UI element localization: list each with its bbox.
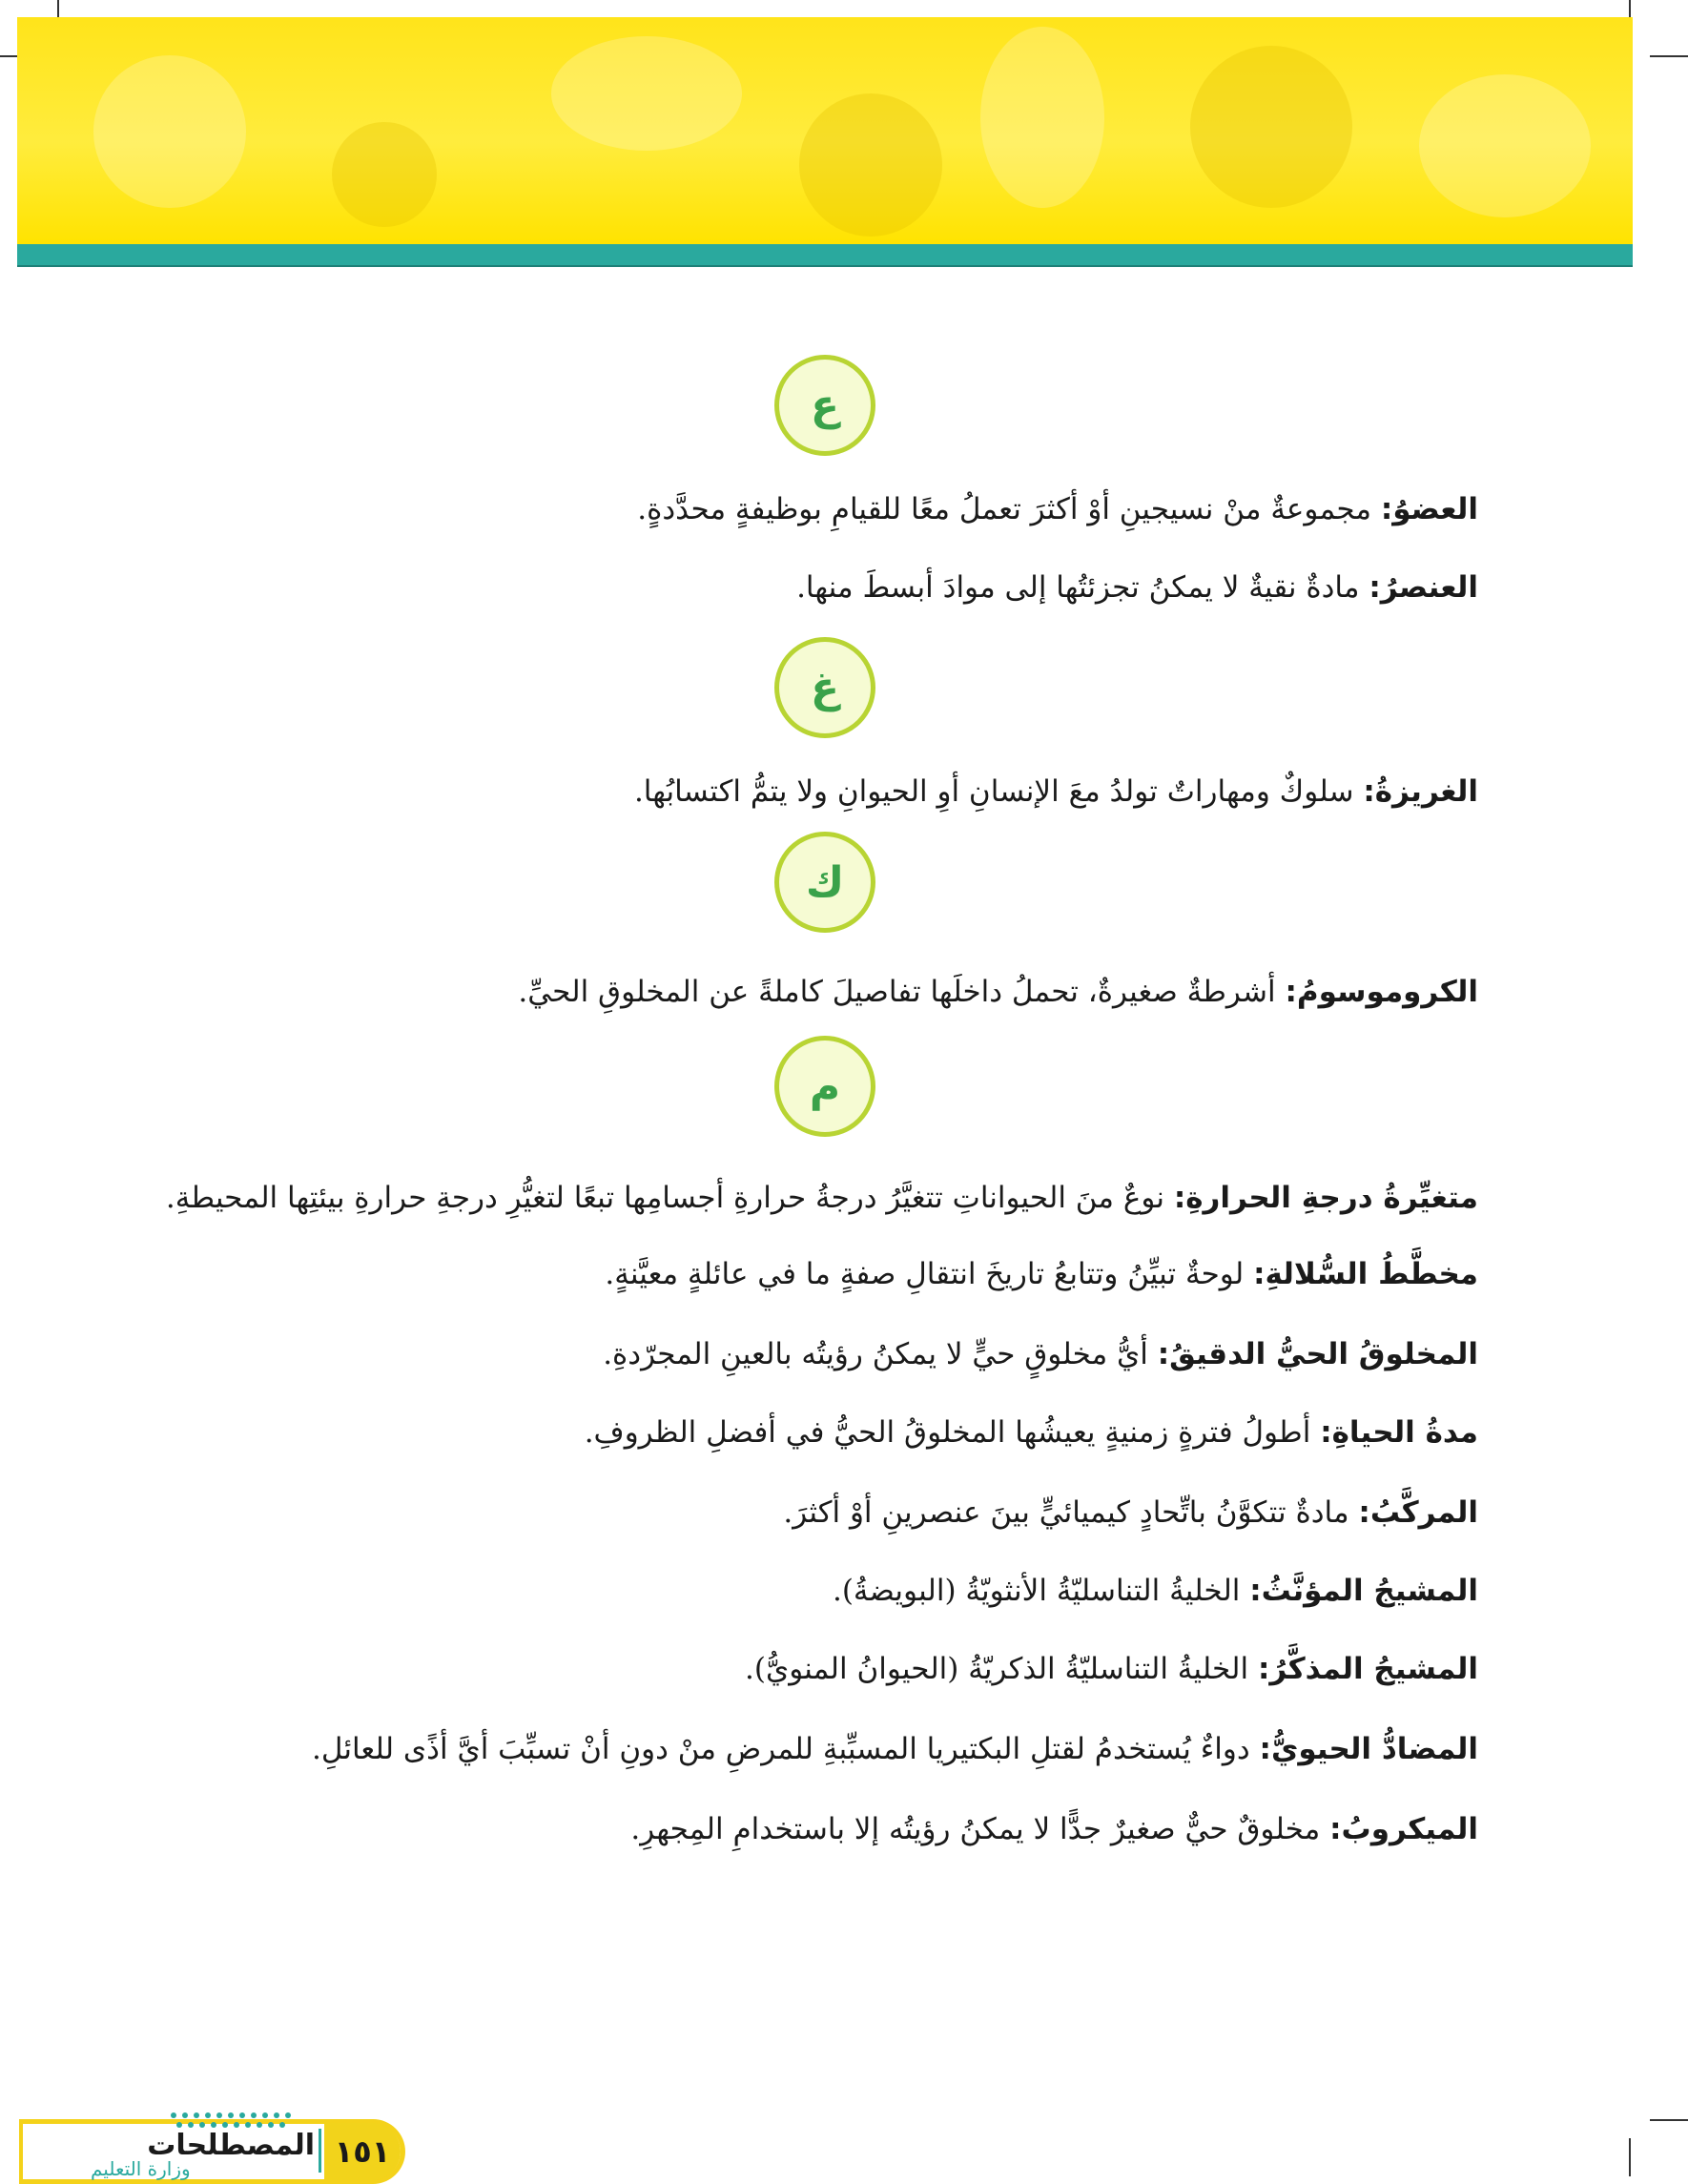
glossary-entry <box>166 1177 1478 1219</box>
section-letter: ع <box>774 355 875 456</box>
glossary-definition: دواءٌ يُستخدمُ لقتلِ البكتيريا المسبِّبةِ للمرضِ منْ دونِ أنْ تسبِّبَ أيَّ أذًى للعائلِ. <box>311 1732 1260 1766</box>
crop-mark <box>1629 2138 1631 2176</box>
glossary-entry <box>585 1411 1478 1453</box>
glossary-term: الغريزةُ: <box>1363 774 1478 809</box>
crop-mark <box>1650 55 1688 57</box>
glossary-entry <box>312 1728 1478 1770</box>
glossary-term: المضادُّ الحيويُّ: <box>1259 1732 1478 1766</box>
glossary-definition: مجموعةٌ منْ نسيجينِ أوْ أكثرَ تعملُ معًا للقيامِ بوظيفةٍ محدَّدةٍ. <box>637 492 1381 526</box>
header-stripe <box>17 244 1633 267</box>
glossary-definition: الخليةُ التناسليّةُ الأنثويّةُ (البويضةُ). <box>832 1574 1250 1608</box>
header-banner <box>17 17 1633 244</box>
ministry-name-ar: وزارة التعليم <box>91 2157 191 2180</box>
section-letter: ك <box>774 832 875 933</box>
glossary-term: المخلوقُ الحيُّ الدقيقُ: <box>1157 1337 1478 1371</box>
glossary-definition: مادةٌ تتكوَّنُ باتِّحادٍ كيميائيٍّ بينَ عنصرينِ أوْ أكثرَ. <box>783 1495 1359 1530</box>
glossary-definition: مادةٌ نقيةٌ لا يمكنُ تجزئتُها إلى موادَ أبسطَ منها. <box>796 570 1369 605</box>
glossary-term: الميكروبُ: <box>1329 1812 1478 1846</box>
glossary-term: المشيجُ المذكَّرُ: <box>1257 1652 1478 1686</box>
section-letter: غ <box>774 637 875 738</box>
glossary-entry <box>634 771 1478 813</box>
glossary-entry <box>637 488 1478 530</box>
glossary-definition: أطولُ فترةٍ زمنيةٍ يعيشُها المخلوقُ الحيُّ في أفضلِ الظروفِ. <box>584 1415 1321 1450</box>
glossary-definition: أيُّ مخلوقٍ حيٍّ لا يمكنُ رؤيتُه بالعينِ المجرّدةِ. <box>603 1337 1158 1371</box>
glossary-entry <box>630 1808 1478 1850</box>
glossary-term: المركَّبُ: <box>1358 1495 1478 1530</box>
glossary-entry <box>833 1570 1478 1612</box>
page-number: ١٥١ <box>324 2123 401 2180</box>
glossary-definition: مخلوقٌ حيٌّ صغيرٌ جدًّا لا يمكنُ رؤيتُه إلا باستخدامِ المِجهرِ. <box>630 1812 1330 1846</box>
glossary-term: مخطَّطُ السُّلالةِ: <box>1253 1257 1478 1291</box>
glossary-definition: لوحةٌ تبيِّنُ وتتابعُ تاريخَ انتقالِ صفةٍ ما في عائلةٍ معيَّنةٍ. <box>605 1257 1254 1291</box>
glossary-term: العنصرُ: <box>1369 570 1478 605</box>
glossary-term: المشيجُ المؤنَّثُ: <box>1249 1574 1478 1608</box>
glossary-entry <box>518 971 1478 1013</box>
crop-mark <box>1650 2119 1688 2121</box>
glossary-term: العضوُ: <box>1380 492 1478 526</box>
glossary-entry <box>745 1648 1478 1690</box>
glossary-term: مدةُ الحياةِ: <box>1320 1415 1478 1450</box>
footer-section-label: المصطلحات <box>147 2129 315 2162</box>
glossary-entry <box>796 567 1478 608</box>
section-letter: م <box>774 1036 875 1137</box>
glossary-entry <box>605 1253 1478 1295</box>
glossary-definition: سلوكٌ ومهاراتٌ تولدُ معَ الإنسانِ أوِ الحيوانِ ولا يتمُّ اكتسابُها. <box>633 774 1364 809</box>
glossary-term: الكروموسومُ: <box>1285 975 1478 1009</box>
glossary-definition: نوعٌ منَ الحيواناتِ تتغيَّرُ درجةُ حرارةِ أجسامِها تبعًا لتغيُّرِ درجةِ حرارةِ بيئتِها المحيطةِ. <box>165 1181 1174 1215</box>
glossary-term: متغيِّرةُ درجةِ الحرارةِ: <box>1173 1181 1478 1215</box>
glossary-entry <box>783 1492 1478 1534</box>
glossary-definition: الخليةُ التناسليّةُ الذكريّةُ (الحيوانُ المنويُّ). <box>745 1652 1258 1686</box>
footer-divider <box>319 2129 321 2173</box>
glossary-definition: أشرطةٌ صغيرةٌ، تحملُ داخلَها تفاصيلَ كاملةً عن المخلوقِ الحيِّ. <box>518 975 1286 1009</box>
glossary-entry <box>603 1333 1478 1375</box>
